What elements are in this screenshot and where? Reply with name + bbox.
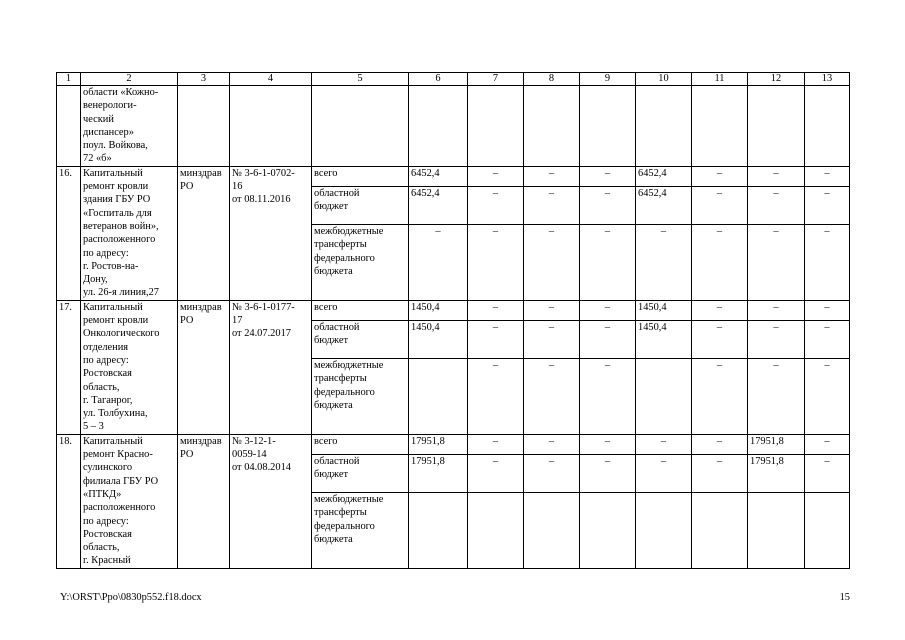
value-cell: – [580,454,636,492]
row-funding-label: областной бюджет [312,186,409,224]
value-cell: – [692,225,748,301]
value-cell: – [692,166,748,186]
column-header-10: 10 [636,73,692,86]
row-funding-label: межбюджетные трансферты федерального бюджета [312,225,409,301]
value-cell [409,359,468,435]
table-row [57,300,850,320]
value-cell: – [805,186,850,224]
table-body [57,86,850,569]
row-funding-label: всего [312,166,409,186]
footer-file-path: Y:\ORST\Ppo\0830p552.f18.docx [60,592,202,603]
value-cell: – [580,225,636,301]
value-cell: – [468,300,524,320]
column-header-7: 7 [468,73,524,86]
value-cell: – [524,225,580,301]
value-cell: – [580,434,636,454]
value-cell [409,493,468,569]
table-row [57,434,850,454]
continued-name: области «Кожно- венерологи- ческий диспансер» поул. Войкова, 72 «б» [81,86,178,167]
row-object-name: Капитальный ремонт кровли Онкологического отделения по адресу: Ростовская область, г. Таганрог, ул. Толбухина, 5 – 3 [81,300,178,434]
column-header-1: 1 [57,73,81,86]
value-cell: 6452,4 [636,166,692,186]
footer-page-number: 15 [839,592,850,603]
value-cell: 17951,8 [409,454,468,492]
value-cell: – [524,300,580,320]
header-row [57,73,850,86]
row-funding-label: областной бюджет [312,320,409,358]
value-cell: 1450,4 [409,320,468,358]
value-cell: – [524,166,580,186]
value-cell: – [636,454,692,492]
value-cell: – [524,186,580,224]
row-number: 17. [57,300,81,434]
value-cell: – [805,454,850,492]
row-document: № 3-6-1-0702- 16 от 08.11.2016 [230,166,312,300]
value-cell: 17951,8 [748,434,805,454]
column-header-5: 5 [312,73,409,86]
value-cell: – [468,454,524,492]
value-cell: – [409,225,468,301]
value-cell [636,359,692,435]
value-cell [580,493,636,569]
value-cell [805,493,850,569]
row-funding-label: всего [312,300,409,320]
value-cell: – [468,359,524,435]
value-cell [524,493,580,569]
table-row [57,166,850,186]
value-cell: – [805,434,850,454]
value-cell: – [636,434,692,454]
value-cell [748,493,805,569]
column-header-2: 2 [81,73,178,86]
value-cell: – [748,186,805,224]
column-header-8: 8 [524,73,580,86]
row-funding-label: межбюджетные трансферты федерального бюджета [312,493,409,569]
value-cell: – [524,454,580,492]
value-cell: – [692,434,748,454]
value-cell: – [805,166,850,186]
row-document: № 3-6-1-0177- 17 от 24.07.2017 [230,300,312,434]
row-object-name: Капитальный ремонт кровли здания ГБУ РО «Госпиталь для ветеранов войн», расположенного по адресу: г. Ростов-на- Дону, ул. 26-я линия,27 [81,166,178,300]
value-cell: – [580,166,636,186]
value-cell: – [636,225,692,301]
continued-row [57,86,850,167]
value-cell: – [524,320,580,358]
value-cell: – [692,300,748,320]
value-cell: – [805,300,850,320]
value-cell: – [748,300,805,320]
column-header-13: 13 [805,73,850,86]
value-cell: – [468,166,524,186]
row-organization: минздрав РО [178,300,230,434]
value-cell: – [580,359,636,435]
row-number: 16. [57,166,81,300]
value-cell: 6452,4 [409,166,468,186]
row-funding-label: всего [312,434,409,454]
table-header [57,73,850,86]
value-cell: 6452,4 [409,186,468,224]
value-cell: 17951,8 [748,454,805,492]
value-cell: – [692,359,748,435]
value-cell: – [692,320,748,358]
value-cell [468,493,524,569]
value-cell: – [580,186,636,224]
row-funding-label: межбюджетные трансферты федерального бюджета [312,359,409,435]
value-cell: – [748,225,805,301]
value-cell: 1450,4 [636,320,692,358]
value-cell: – [468,186,524,224]
row-document: № 3-12-1- 0059-14 от 04.08.2014 [230,434,312,568]
value-cell: – [805,359,850,435]
value-cell [636,493,692,569]
value-cell: – [524,359,580,435]
value-cell: – [468,434,524,454]
continued-num [57,86,81,167]
column-header-4: 4 [230,73,312,86]
value-cell: – [692,454,748,492]
column-header-11: 11 [692,73,748,86]
column-header-9: 9 [580,73,636,86]
value-cell: – [692,186,748,224]
value-cell: 6452,4 [636,186,692,224]
value-cell [692,493,748,569]
column-header-12: 12 [748,73,805,86]
value-cell: – [524,434,580,454]
row-number: 18. [57,434,81,568]
column-header-3: 3 [178,73,230,86]
row-organization: минздрав РО [178,166,230,300]
row-funding-label: областной бюджет [312,454,409,492]
value-cell: – [748,359,805,435]
column-header-6: 6 [409,73,468,86]
value-cell: 17951,8 [409,434,468,454]
value-cell: 1450,4 [409,300,468,320]
value-cell: – [468,320,524,358]
value-cell: – [805,320,850,358]
value-cell: – [805,225,850,301]
budget-table [56,72,850,569]
value-cell: – [580,320,636,358]
row-organization: минздрав РО [178,434,230,568]
value-cell: – [468,225,524,301]
value-cell: – [748,166,805,186]
value-cell: – [580,300,636,320]
value-cell: – [748,320,805,358]
row-object-name: Капитальный ремонт Красно- сулинского филиала ГБУ РО «ПТКД» расположенного по адресу: Ростовская область, г. Красный [81,434,178,568]
value-cell: 1450,4 [636,300,692,320]
